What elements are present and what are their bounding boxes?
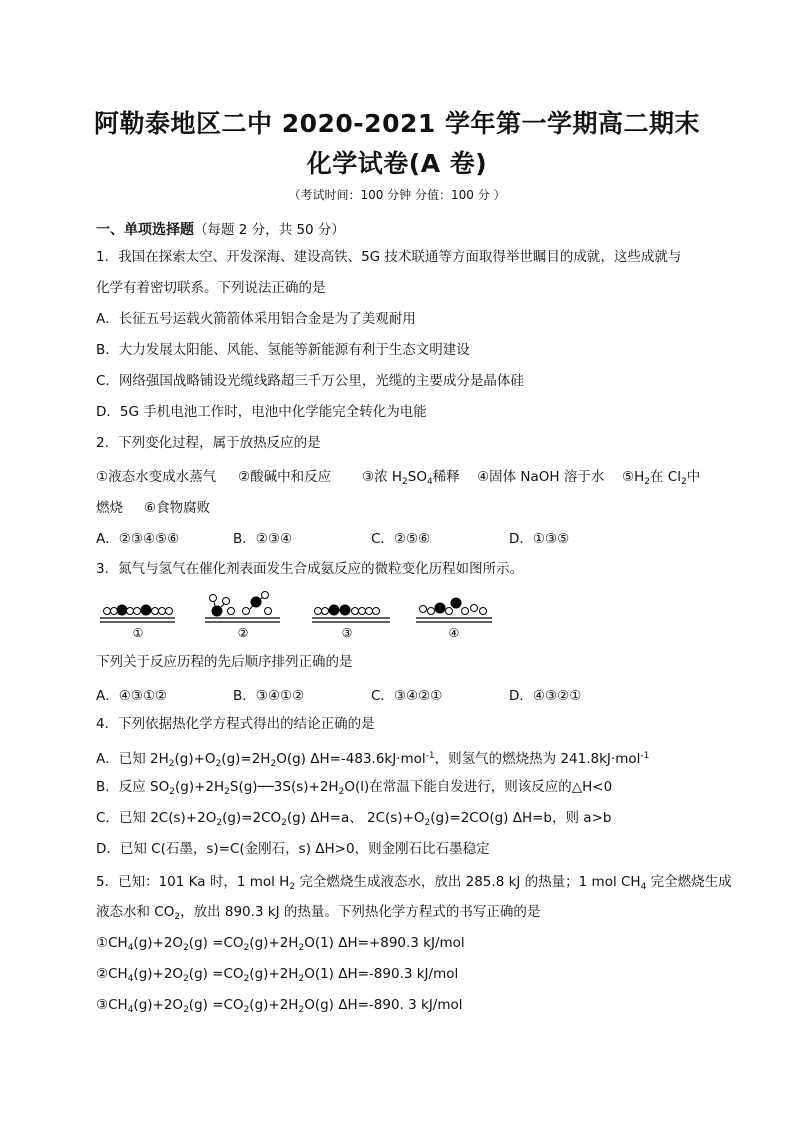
q5-stem-line2: 液态水和 $CO_2$，放出 890.3 kJ 的热量。下列热化学方程式的书写正确的是 <box>96 904 541 922</box>
exam-title-line1: 阿勒泰地区二中 2020-2021 学年第一学期高二期末 <box>94 109 700 138</box>
panel-label-3: ③ <box>341 626 353 640</box>
q1-option-d: D．5G 手机电池工作时，电池中化学能完全转化为电能 <box>96 404 427 420</box>
exam-info: （考试时间：100 分钟 分值：100 分 ） <box>288 188 506 202</box>
section-heading <box>96 218 345 239</box>
panel-1-diagram <box>100 605 175 623</box>
q5-stem-line1: 5．已知：101 Ka 时，1 mol $H_2$ 完全燃烧生成液态水，放出 285.8 kJ 的热量；1 mol $CH_4$ 完全燃烧生成 <box>96 874 732 892</box>
q2-option-d: D．①③⑤ <box>509 531 570 547</box>
q3-option-c: C．③④②① <box>371 688 443 704</box>
panel-label-2: ② <box>237 626 249 640</box>
q2-option-c: C．②⑤⑥ <box>371 531 431 547</box>
q2-item-5-cont: 燃烧 <box>96 500 123 516</box>
q1-option-c: C．网络强国战略铺设光缆线路超三千万公里，光缆的主要成分是晶体硅 <box>96 373 524 389</box>
q2-option-a: A．②③④⑤⑥ <box>96 531 180 547</box>
q2-item-4: ④固体 NaOH 溶于水 <box>477 469 605 485</box>
q2-item-3: ③浓 $H_2SO_4$稀释 <box>362 469 460 487</box>
q1-option-b: B．大力发展太阳能、风能、氢能等新能源有利于生态文明建设 <box>96 342 470 358</box>
q3-option-a: A．④③①② <box>96 688 168 704</box>
q3-stem: 3．氮气与氢气在催化剂表面发生合成氨反应的微粒变化历程如图所示。 <box>96 561 524 577</box>
q2-item-6: ⑥食物腐败 <box>144 500 211 516</box>
q2-item-2: ②酸碱中和反应 <box>238 469 332 485</box>
section-note: （每题 2 分，共 50 分） <box>194 222 345 238</box>
q1-stem-line2: 化学有着密切联系。下列说法正确的是 <box>96 280 326 296</box>
exam-title-line2: 化学试卷(A 卷) <box>306 149 488 178</box>
q1-stem-line1: 1．我国在探索太空、开发深海、建设高铁、5G 技术联通等方面取得举世瞩目的成就，这些成就与 <box>96 249 682 265</box>
q2-option-b: B．②③④ <box>233 531 293 547</box>
section-title: 一、单项选择题 <box>96 222 194 238</box>
q4-stem: 4．下列依据热化学方程式得出的结论正确的是 <box>96 716 375 732</box>
panel-2-diagram <box>205 592 280 623</box>
q3-option-d: D．④③②① <box>509 688 582 704</box>
q3-question: 下列关于反应历程的先后顺序排列正确的是 <box>96 654 353 670</box>
q4-option-c: C．已知 $2C(s)+2O_2(g)=2CO_2(g)$ ΔH=a、 $2C(s)+O_2(g)=2CO(g)$ ΔH=b，则 a>b <box>96 810 612 828</box>
q4-option-a: A．已知 $2H_2(g)+O_2(g)=2H_2O(g)$ ΔH=-483.6kJ·mol$^{-1}$，则氢气的燃烧热为 241.8kJ·mol$^{-1}$ <box>96 751 650 769</box>
q1-option-a: A．长征五号运载火箭箭体采用铝合金是为了美观耐用 <box>96 311 416 327</box>
panel-label-1: ① <box>132 626 144 640</box>
q2-stem: 2．下列变化过程，属于放热反应的是 <box>96 435 321 451</box>
q5-equation-1: $①CH_4(g)+2O_2(g) =CO_2(g)+2H_2O(1)$ ΔH=+890.3 kJ/mol <box>96 935 465 953</box>
q4-option-d: D．已知 C(石墨，s)=C(金刚石，s) ΔH>0，则金刚石比石墨稳定 <box>96 841 490 857</box>
reaction-process-figure <box>100 590 500 646</box>
panel-label-4: ④ <box>448 626 460 640</box>
panel-3-diagram <box>312 605 390 623</box>
q2-item-5: $⑤H_2$在 $Cl_2$中 <box>622 469 701 487</box>
q5-equation-2: $②CH_4(g)+2O_2(g) =CO_2(g)+2H_2O(1)$ ΔH=-890.3 kJ/mol <box>96 966 459 984</box>
panel-4-diagram <box>416 598 492 623</box>
q4-option-b: B．反应 $SO_2(g)+2H_2S(g)──3S(s)+2H_2O(l)$在常温下能自发进行，则该反应的△H<0 <box>96 779 613 797</box>
q5-equation-3: $③CH_4(g)+2O_2(g) =CO_2(g)+2H_2O(g)$ ΔH=-890. 3 kJ/mol <box>96 997 463 1015</box>
q2-item-1: ①液态水变成水蒸气 <box>96 469 217 485</box>
q3-option-b: B．③④①② <box>233 688 305 704</box>
